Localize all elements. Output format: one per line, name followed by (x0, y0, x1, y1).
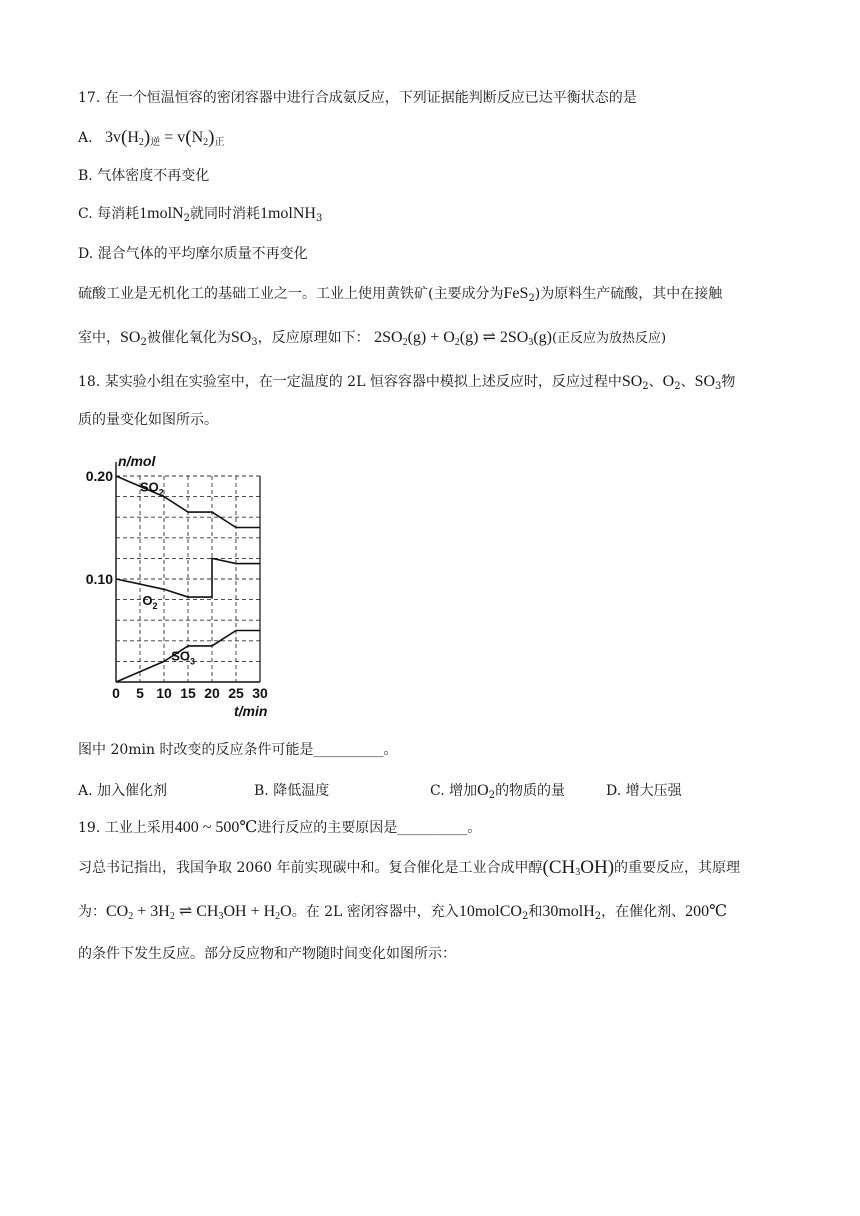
x-tick-label: 10 (156, 685, 172, 701)
q17-stem (78, 88, 637, 108)
formula-sub: 2 (128, 911, 134, 922)
option-label: A. (78, 130, 93, 146)
question-text: 、 (648, 374, 663, 390)
formula-sub: 正 (214, 137, 225, 148)
methanol-formula (543, 859, 615, 876)
formula-part: N (191, 129, 204, 146)
q17-a-formula: $3v(H_2)_逆 = v(N_2)_正$ (105, 127, 225, 148)
formula-part: 200℃ (685, 903, 728, 920)
option-text: B. 降低温度 (254, 783, 330, 799)
formula-part: + 3H (133, 903, 170, 920)
formula-part: (CH (542, 857, 576, 878)
q18-option-a (78, 780, 167, 800)
formula-part: 400 ~ 500℃ (174, 819, 258, 836)
question-text: 进行反应的主要原因是__________。 (257, 820, 482, 836)
formula-part: SO (621, 373, 643, 390)
q17-option-c (78, 204, 322, 224)
formula-sub: 2 (521, 911, 529, 922)
question-text: 18. 某实验小组在实验室中，在一定温度的 2L 恒容容器中模拟上述反应时，反应过程中 (78, 374, 622, 390)
x-tick-label: 0 (112, 685, 120, 701)
x-tick-label: 25 (228, 685, 244, 701)
question-text: 、 (680, 374, 695, 390)
q17-option-d (78, 244, 308, 264)
formula-part: SO (230, 329, 252, 346)
formula-sub: 2 (642, 381, 649, 392)
paragraph-text: )为原料生产硫酸，其中在接触 (534, 286, 723, 302)
formula-part: 3v (105, 129, 122, 146)
chart-labels (86, 453, 268, 719)
formula-sub: 2 (275, 911, 281, 922)
x-tick-label: 5 (136, 685, 144, 701)
q18-option-c (430, 780, 565, 800)
series-label-o2: $O_2$ (142, 592, 158, 611)
q19 (78, 818, 481, 838)
formula-sub: 2 (674, 381, 681, 392)
carbon-line-1 (78, 858, 740, 878)
q17-option-a (78, 128, 224, 148)
formula-part: O (280, 903, 292, 920)
paragraph-text: 的重要反应，其原理 (614, 860, 741, 876)
formula-sub: 2 (488, 790, 496, 801)
q17-stem-text: 17. 在一个恒温恒容的密闭容器中进行合成氨反应，下列证据能判断反应已达平衡状态的是 (78, 90, 637, 106)
paragraph-text: 室中， (78, 330, 120, 346)
question-text: 19. 工业上采用 (78, 820, 175, 836)
paragraph-text: 硫酸工业是无机化工的基础工业之一。工业上使用黄铁矿(主要成分为 (78, 286, 504, 302)
option-text: 就同时消耗 (189, 206, 260, 222)
question-text: 质的量变化如图所示。 (78, 412, 218, 428)
formula-sub: 2 (183, 213, 190, 224)
formula-part: ⇌ CH (174, 903, 219, 920)
q18-line-1 (78, 372, 735, 392)
formula-part: (g) ⇌ 2SO (459, 329, 529, 346)
paragraph-text: 习总书记指出，我国争取 2060 年前实现碳中和。复合催化是工业合成甲醇 (78, 860, 543, 876)
formula-sub: 3 (715, 381, 722, 392)
formula-sub: 2 (402, 337, 408, 348)
q18-option-d (606, 780, 682, 800)
question-text: 图中 20min 时改变的反应条件可能是__________。 (78, 742, 398, 758)
series-label-so3: $SO_3$ (171, 648, 196, 667)
reaction-equation (374, 329, 552, 346)
formula-sub: 2 (203, 137, 209, 148)
formula-sub: 3 (528, 337, 534, 348)
paragraph-text: ，反应原理如下： (257, 330, 370, 346)
option-text: D. 混合气体的平均摩尔质量不再变化 (78, 246, 308, 262)
formula-part: SO (694, 373, 716, 390)
formula-sub: 2 (528, 293, 535, 304)
x-tick-label: 30 (252, 685, 268, 701)
formula-part: (g) (533, 329, 552, 346)
option-text: D. 增大压强 (606, 783, 682, 799)
formula-part: FeS (503, 285, 529, 302)
option-text: B. 气体密度不再变化 (78, 168, 210, 184)
paragraph-text: 为： (78, 904, 106, 920)
formula-part: SO (120, 329, 141, 346)
formula-part: 1molN (139, 205, 184, 222)
option-text: C. 增加 (430, 783, 478, 799)
q17-option-b (78, 166, 209, 186)
intro-line-1 (78, 284, 722, 304)
x-tick-label: 15 (180, 685, 196, 701)
formula-part: O (477, 782, 489, 799)
so2-o2-so3-chart (76, 452, 276, 722)
formula-part: 1molNH (259, 205, 316, 222)
paragraph-text: 和 (528, 904, 543, 920)
option-text: 的物质的量 (495, 783, 566, 799)
formula-part: H (127, 129, 139, 146)
carbon-line-3 (78, 944, 456, 964)
formula-sub: 2 (140, 337, 147, 348)
question-text: 物 (721, 374, 736, 390)
formula-part: 30molH (542, 903, 595, 920)
q18-option-b (254, 780, 329, 800)
paragraph-text: 。在 2L 密闭容器中，充入 (291, 904, 459, 920)
series-label-so2: $SO_2$ (140, 479, 164, 498)
formula-part: OH + H (223, 903, 276, 920)
formula-sub: 2 (454, 337, 460, 348)
y-tick-label: 0.10 (85, 571, 113, 587)
formula-part: CO (106, 903, 129, 920)
formula-sub: 3 (315, 213, 323, 224)
q18-question (78, 740, 397, 760)
intro-line-2 (78, 328, 666, 349)
formula-part: 10molCO (458, 903, 522, 920)
q18-line-2 (78, 410, 218, 430)
formula-sub: 3 (575, 867, 581, 878)
paragraph-text: 的条件下发生反应。部分反应物和产物随时间变化如图所示： (78, 946, 456, 962)
formula-sub: 2 (169, 911, 175, 922)
x-axis-label: t/min (234, 703, 268, 719)
formula-sub: 逆 (150, 137, 161, 148)
paragraph-note: (正反应为放热反应) (551, 331, 667, 346)
formula-part: = v (164, 129, 186, 146)
methanol-equation (106, 903, 292, 920)
y-axis-label: n/mol (118, 453, 156, 469)
formula-part: 2SO (374, 329, 403, 346)
option-text: A. 加入催化剂 (78, 783, 168, 799)
paragraph-text: 被催化氧化为 (146, 330, 231, 346)
carbon-line-2 (78, 902, 727, 922)
formula-sub: 2 (138, 137, 144, 148)
formula-part: (g) + O (407, 329, 455, 346)
formula-part: O (662, 373, 675, 390)
option-text: C. 每消耗 (78, 206, 140, 222)
formula-sub: 2 (594, 911, 602, 922)
y-tick-label: 0.20 (85, 468, 113, 484)
paragraph-text: ，在催化剂、 (601, 904, 686, 920)
x-tick-label: 20 (204, 685, 220, 701)
formula-part: OH) (580, 857, 615, 878)
formula-sub: 3 (218, 911, 224, 922)
formula-sub: 3 (251, 337, 258, 348)
